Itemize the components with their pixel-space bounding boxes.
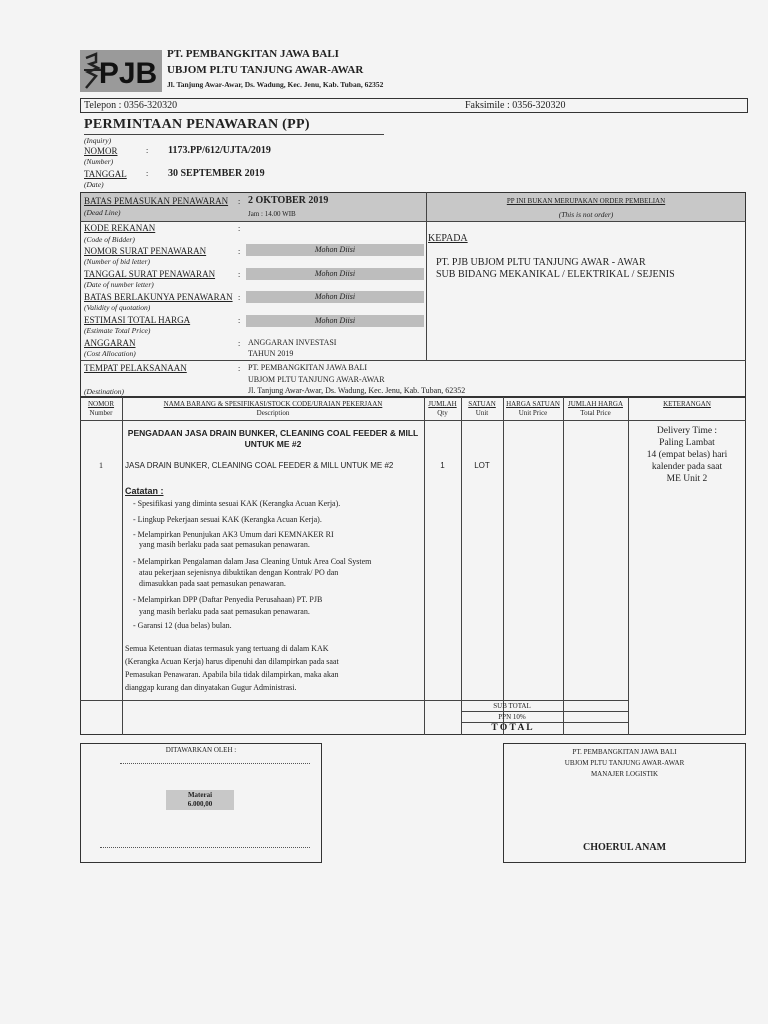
field-label: NOMOR SURAT PENAWARAN	[84, 246, 207, 256]
catatan-item	[133, 556, 371, 589]
catatan-line: - Melampirkan DPP (Daftar Penyedia Perusahaan) PT. PJB	[133, 595, 323, 604]
note-line: dianggap kurang dan dinyatakan Gugur Administrasi.	[125, 683, 297, 692]
catatan-line: atau pekerjaan sejenisnya dibuktikan dengan Kontrak/ PO dan	[139, 568, 339, 577]
col-rule	[424, 397, 425, 735]
catatan-line: yang masih berlaku pada saat pemasukan penawaran.	[139, 540, 310, 549]
title-en: (Inquiry)	[84, 136, 112, 145]
not-order-notice: PP INI BUKAN MERUPAKAN ORDER PEMBELIAN	[506, 197, 666, 205]
approver-line: UBJOM PLTU TANJUNG AWAR-AWAR	[564, 759, 685, 767]
keterangan-line: kalender pada saat	[651, 462, 723, 472]
tanggal-en: (Date)	[84, 180, 104, 189]
header-label: NOMOR	[87, 400, 115, 408]
note-line: Pemasukan Penawaran. Apabila bila tidak dilampirkan, maka akan	[125, 670, 339, 679]
field-colon: :	[238, 247, 241, 256]
col-rule	[563, 397, 564, 735]
field-label: TANGGAL SURAT PENAWARAN	[84, 269, 216, 279]
header-label: KETERANGAN	[663, 400, 711, 408]
table-header-keterangan	[628, 400, 746, 409]
catatan-line: - Melampirkan Pengalaman dalam Jasa Cleaning Untuk Area Coal System	[133, 557, 372, 566]
faksimile: Faksimile : 0356-320320	[465, 100, 566, 111]
header-label: JUMLAH	[428, 400, 457, 408]
row-number: 1	[99, 461, 103, 470]
not-order-en: (This is not order)	[558, 210, 614, 219]
nomor-value: 1173.PP/612/UJTA/2019	[168, 145, 271, 156]
keterangan-line: ME Unit 2	[666, 474, 708, 484]
anggaran-year: TAHUN 2019	[248, 349, 294, 358]
tempat-line2: UBJOM PLTU TANJUNG AWAR-AWAR	[248, 375, 385, 384]
kepada-line1: PT. PJB UBJOM PLTU TANJUNG AWAR - AWAR	[436, 257, 646, 268]
row-qty: 1	[440, 461, 445, 470]
header-en: Qty	[437, 409, 448, 417]
nomor-colon: :	[146, 146, 149, 155]
kepada-line2: SUB BIDANG MEKANIKAL / ELEKTRIKAL / SEJENIS	[436, 269, 675, 280]
offered-by-label: DITAWARKAN OLEH :	[165, 746, 237, 754]
table-header-rule	[80, 420, 746, 421]
field-label: ANGGARAN	[84, 338, 136, 348]
field-colon: :	[238, 270, 241, 279]
kepada-label: KEPADA	[428, 233, 468, 244]
tanggal-label: TANGGAL	[84, 169, 127, 179]
logo-text: PJB	[98, 57, 158, 90]
footer-note	[125, 642, 339, 694]
field-input-placeholder[interactable]: Mohon Diisi	[246, 315, 424, 327]
field-colon: :	[238, 224, 241, 233]
row-unit: LOT	[474, 461, 490, 470]
title-line: PENGADAAN JASA DRAIN BUNKER, CLEANING COAL FEEDER & MILL	[127, 428, 419, 438]
catatan-label: Catatan :	[125, 486, 164, 496]
deadline-en: (Dead Line)	[84, 208, 121, 217]
header-label: NAMA BARANG & SPESIFIKASI/STOCK CODE/URAIAN PEKERJAAN	[163, 400, 383, 408]
catatan-item	[133, 621, 232, 631]
company-address: Jl. Tanjung Awar-Awar, Ds. Wadung, Kec. Jenu, Kab. Tuban, 62352	[167, 80, 384, 89]
catatan-item	[133, 594, 322, 618]
catatan-item	[133, 515, 322, 525]
procurement-title	[122, 428, 424, 450]
header-en: Unit	[475, 409, 489, 417]
field-label: BATAS BERLAKUNYA PENAWARAN	[84, 292, 233, 302]
field-label: ESTIMASI TOTAL HARGA	[84, 315, 191, 325]
field-en: (Code of Bidder)	[84, 235, 135, 244]
table-header-qty	[424, 400, 461, 418]
header-en: Number	[89, 409, 113, 417]
anggaran-value: ANGGARAN INVESTASI	[248, 338, 337, 347]
field-colon: :	[238, 339, 241, 348]
materai-label: Materai	[187, 791, 213, 799]
table-header-description	[122, 400, 424, 418]
table-header-total-price	[563, 400, 628, 418]
catatan-line: - Melampirkan Penunjukan AK3 Umum dari KEMNAKER RI	[133, 530, 334, 539]
row-description: JASA DRAIN BUNKER, CLEANING COAL FEEDER & MILL UNTUK ME #2	[125, 461, 394, 470]
catatan-line: - Lingkup Pekerjaan sesuai KAK (Kerangka Acuan Kerja).	[133, 515, 322, 524]
signer-name: CHOERUL ANAM	[582, 842, 667, 853]
materai-value: 6.000,00	[187, 800, 213, 808]
deadline-label: BATAS PEMASUKAN PENAWARAN	[84, 196, 229, 206]
document-title: PERMINTAAN PENAWARAN (PP)	[84, 117, 310, 132]
field-colon: :	[238, 316, 241, 325]
title-rule	[84, 134, 384, 135]
keterangan-cell	[628, 425, 746, 485]
field-colon: :	[238, 293, 241, 302]
deadline-rule	[80, 221, 746, 222]
header-en: Total Price	[580, 409, 611, 417]
table-header-unit	[461, 400, 503, 418]
approver-line: MANAJER LOGISTIK	[590, 770, 659, 778]
table-header-nomor	[80, 400, 122, 418]
materai-stamp	[166, 790, 234, 810]
tempat-line3: Jl. Tanjung Awar-Awar, Ds. Wadung, Kec. Jenu, Kab. Tuban, 62352	[248, 386, 466, 395]
field-en: (Date of number letter)	[84, 280, 154, 289]
approver-heading	[503, 747, 746, 780]
keterangan-line: Paling Lambat	[659, 438, 715, 448]
field-input-placeholder[interactable]: Mohon Diisi	[246, 291, 424, 303]
catatan-line: - Garansi 12 (dua belas) bulan.	[133, 621, 232, 630]
sub-total-label: SUB TOTAL	[493, 702, 531, 710]
total-label: T O T A L	[491, 723, 533, 733]
header-label: HARGA SATUAN	[506, 400, 560, 408]
telepon: Telepon : 0356-320320	[84, 100, 178, 111]
nomor-label: NOMOR	[84, 146, 118, 156]
deadline-colon: :	[238, 197, 241, 206]
contact-bar	[80, 98, 748, 113]
keterangan-line: Delivery Time :	[656, 426, 718, 436]
header-label: SATUAN	[468, 400, 496, 408]
ppn-label: PPN 10%	[498, 713, 526, 721]
catatan-item	[133, 499, 340, 509]
table-header-unit-price	[503, 400, 563, 418]
field-en: (Validity of quotation)	[84, 303, 151, 312]
pjb-logo	[80, 50, 162, 92]
tanggal-value: 30 SEPTEMBER 2019	[168, 168, 265, 179]
tempat-colon: :	[238, 364, 241, 373]
offered-by-line	[120, 763, 310, 764]
note-line: Semua Ketentuan diatas termasuk yang tertuang di dalam KAK	[125, 644, 329, 653]
header-en: Unit Price	[518, 409, 548, 417]
col-rule	[461, 397, 462, 735]
field-input-placeholder[interactable]: Mohon Diisi	[246, 268, 424, 280]
field-input-placeholder[interactable]: Mohon Diisi	[246, 244, 424, 256]
col-rule	[503, 397, 504, 735]
catatan-line: dimasukkan pada saat pemasukan penawaran.	[139, 579, 286, 588]
catatan-item	[133, 530, 334, 550]
totals-rule	[80, 700, 629, 701]
tempat-line1: PT. PEMBANGKITAN JAWA BALI	[248, 363, 368, 372]
tempat-label: TEMPAT PELAKSANAAN	[84, 363, 187, 373]
tanggal-colon: :	[146, 169, 149, 178]
totals-rule	[461, 711, 629, 712]
signature-line	[100, 847, 310, 848]
approver-line: PT. PEMBANGKITAN JAWA BALI	[572, 748, 677, 756]
tempat-rule	[80, 360, 746, 361]
catatan-line: yang masih berlaku pada saat pemasukan penawaran.	[139, 607, 310, 616]
company-name: PT. PEMBANGKITAN JAWA BALI	[167, 48, 339, 60]
field-en: (Number of bid letter)	[84, 257, 151, 266]
header-en: Description	[256, 409, 290, 417]
title-line: UNTUK ME #2	[244, 439, 302, 449]
field-en: (Cost Allocation)	[84, 349, 136, 358]
field-en: (Estimate Total Price)	[84, 326, 151, 335]
deadline-jam: Jam : 14.00 WIB	[248, 210, 296, 218]
catatan-line: - Spesifikasi yang diminta sesuai KAK (Kerangka Acuan Kerja).	[133, 499, 341, 508]
field-label: KODE REKANAN	[84, 223, 156, 233]
deadline-value: 2 OKTOBER 2019	[248, 195, 329, 206]
keterangan-line: 14 (empat belas) hari	[646, 450, 728, 460]
header-label: JUMLAH HARGA	[567, 400, 624, 408]
nomor-en: (Number)	[84, 157, 114, 166]
company-unit: UBJOM PLTU TANJUNG AWAR-AWAR	[167, 64, 364, 76]
note-line: (Kerangka Acuan Kerja) harus dipenuhi dan dilampirkan pada saat	[125, 657, 339, 666]
tempat-en: (Destination)	[84, 387, 124, 396]
